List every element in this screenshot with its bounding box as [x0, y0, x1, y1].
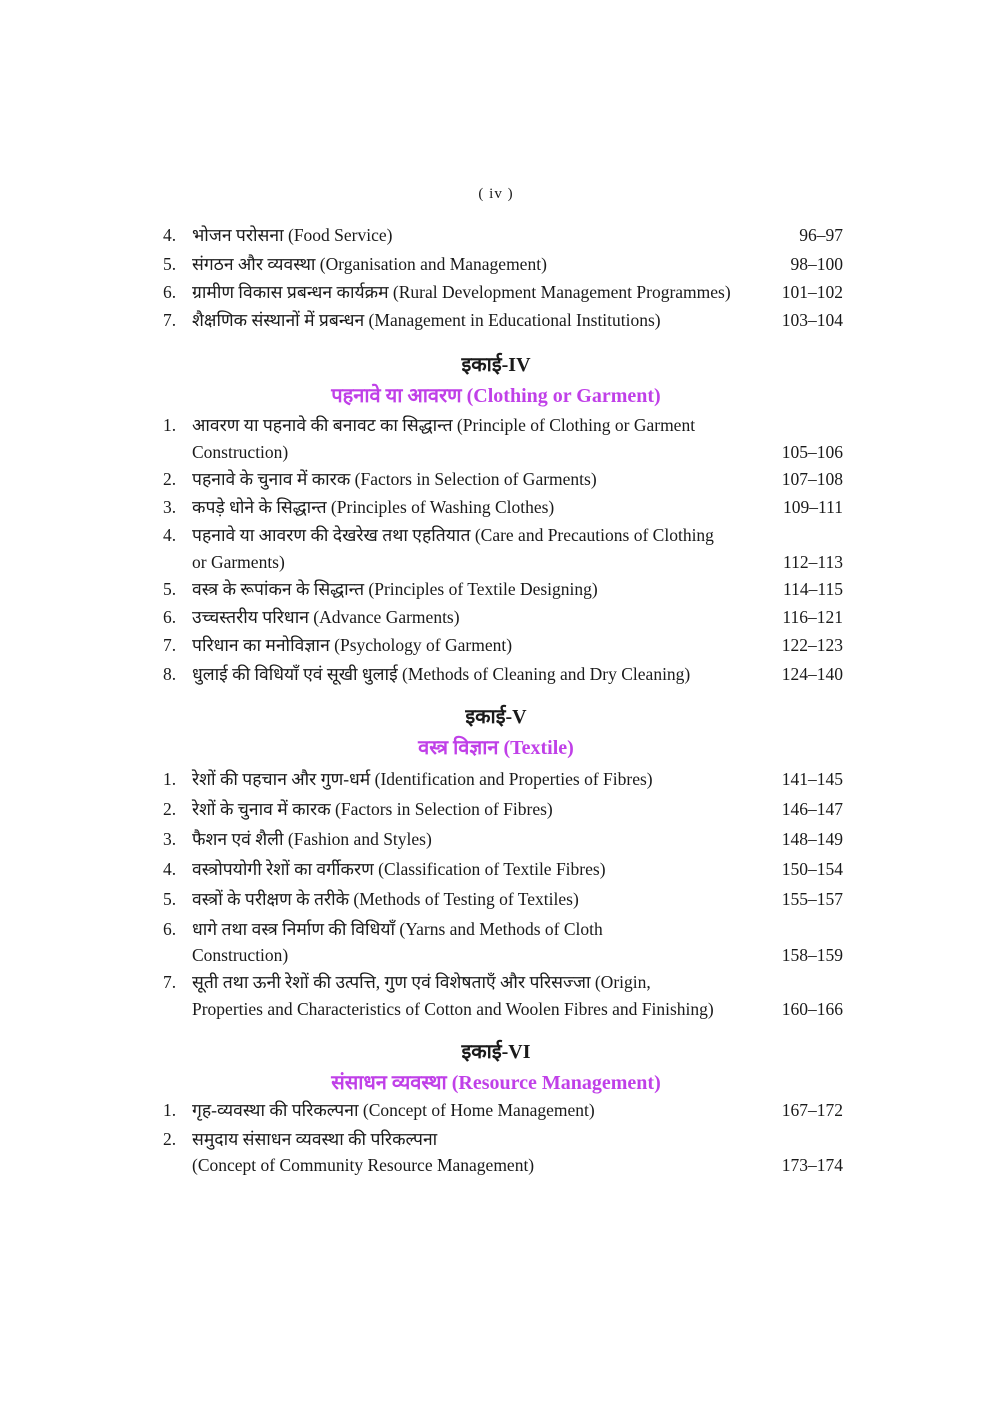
toc-entry-continuation — [163, 548, 843, 576]
entry-number: 1. — [163, 769, 177, 789]
toc-entry-continuation — [163, 941, 843, 969]
entry-title: उच्चस्तरीय परिधान (Advance Garments) — [192, 607, 460, 627]
toc-entry — [163, 521, 843, 549]
entry-title-continued: (Concept of Community Resource Management) — [192, 1155, 535, 1175]
unit-subtitle: पहनावे या आवरण (Clothing or Garment) — [331, 385, 661, 407]
entry-pages: 160–166 — [781, 999, 843, 1019]
entry-pages: 146–147 — [781, 799, 843, 819]
toc-entry — [163, 660, 843, 688]
toc-entry — [163, 250, 843, 278]
page-number: ( iv ) — [478, 186, 514, 202]
entry-pages: 107–108 — [781, 469, 843, 489]
entry-title: फैशन एवं शैली (Fashion and Styles) — [192, 829, 432, 849]
entry-pages: 148–149 — [781, 829, 843, 849]
toc-entry — [163, 885, 843, 913]
entry-number: 5. — [163, 579, 177, 599]
entry-pages: 122–123 — [781, 635, 843, 655]
toc-entry — [163, 825, 843, 853]
toc-entry — [163, 915, 843, 943]
entry-title: धागे तथा वस्त्र निर्माण की विधियाँ (Yarns and Methods of Cloth — [192, 919, 603, 939]
toc-entry-continuation — [163, 1151, 843, 1179]
entry-pages: 101–102 — [781, 282, 843, 302]
entry-number: 6. — [163, 607, 177, 627]
entry-title: शैक्षणिक संस्थानों में प्रबन्धन (Management in Educational Institutions) — [192, 310, 661, 330]
toc-entry — [163, 278, 843, 306]
entry-number: 2. — [163, 1129, 177, 1149]
toc-entry — [163, 1096, 843, 1124]
unit-subtitle: संसाधन व्यवस्था (Resource Management) — [331, 1072, 661, 1094]
entry-number: 4. — [163, 859, 177, 879]
entry-title: पहनावे के चुनाव में कारक (Factors in Selection of Garments) — [192, 469, 597, 489]
entry-title: परिधान का मनोविज्ञान (Psychology of Garment) — [192, 635, 513, 655]
entry-number: 5. — [163, 254, 177, 274]
entry-pages: 167–172 — [781, 1100, 843, 1120]
entry-title: समुदाय संसाधन व्यवस्था की परिकल्पना — [192, 1129, 438, 1149]
entry-title: पहनावे या आवरण की देखरेख तथा एहतियात (Care and Precautions of Clothing — [192, 525, 714, 545]
entry-pages: 112–113 — [783, 552, 843, 572]
entry-number: 7. — [163, 310, 177, 330]
entry-number: 1. — [163, 1100, 177, 1120]
toc-entry — [163, 855, 843, 883]
entry-number: 7. — [163, 972, 177, 992]
entry-title: ग्रामीण विकास प्रबन्धन कार्यक्रम (Rural Development Management Programmes) — [192, 282, 731, 302]
toc-entry — [163, 603, 843, 631]
entry-pages: 103–104 — [781, 310, 843, 330]
entry-title: वस्त्र के रूपांकन के सिद्धान्त (Principles of Textile Designing) — [192, 579, 598, 599]
entry-title: धुलाई की विधियाँ एवं सूखी धुलाई (Methods of Cleaning and Dry Cleaning) — [192, 664, 691, 684]
entry-number: 4. — [163, 525, 177, 545]
toc-entry-continuation — [163, 995, 843, 1023]
entry-title: वस्त्रों के परीक्षण के तरीके (Methods of Testing of Textiles) — [192, 889, 579, 909]
entry-pages: 150–154 — [781, 859, 843, 879]
entry-number: 6. — [163, 282, 177, 302]
toc-entry-continuation — [163, 438, 843, 466]
entry-title-continued: or Garments) — [192, 552, 285, 572]
unit-title: इकाई-VI — [461, 1041, 531, 1063]
toc-entry — [163, 631, 843, 659]
toc-entry — [163, 306, 843, 334]
toc-entry — [163, 493, 843, 521]
entry-pages: 105–106 — [781, 442, 843, 462]
entry-number: 6. — [163, 919, 177, 939]
entry-title: रेशों की पहचान और गुण-धर्म (Identification and Properties of Fibres) — [192, 769, 653, 789]
toc-entry — [163, 1125, 843, 1153]
toc-entry — [163, 765, 843, 793]
entry-number: 2. — [163, 469, 177, 489]
entry-number: 3. — [163, 497, 177, 517]
entry-title-continued: Properties and Characteristics of Cotton and Woolen Fibres and Finishing) — [192, 999, 714, 1019]
toc-entry — [163, 795, 843, 823]
entry-number: 2. — [163, 799, 177, 819]
entry-pages: 124–140 — [781, 664, 843, 684]
entry-number: 8. — [163, 664, 177, 684]
entry-title: गृह-व्यवस्था की परिकल्पना (Concept of Home Management) — [192, 1100, 595, 1120]
entry-pages: 155–157 — [781, 889, 843, 909]
entry-number: 4. — [163, 225, 177, 245]
toc-entry — [163, 411, 843, 439]
entry-pages: 114–115 — [783, 579, 843, 599]
entry-title: सूती तथा ऊनी रेशों की उत्पत्ति, गुण एवं विशेषताएँ और परिसज्जा (Origin, — [192, 972, 651, 992]
entry-pages: 141–145 — [781, 769, 843, 789]
entry-pages: 173–174 — [781, 1155, 843, 1175]
entry-title: कपड़े धोने के सिद्धान्त (Principles of Washing Clothes) — [192, 497, 555, 517]
unit-title: इकाई-V — [465, 706, 527, 728]
unit-subtitle: वस्त्र विज्ञान (Textile) — [418, 737, 574, 759]
toc-entry — [163, 221, 843, 249]
toc-entry — [163, 575, 843, 603]
entry-pages: 116–121 — [782, 607, 843, 627]
entry-pages: 158–159 — [781, 945, 843, 965]
entry-pages: 96–97 — [799, 225, 843, 245]
toc-entry — [163, 968, 843, 996]
entry-pages: 109–111 — [783, 497, 843, 517]
entry-title: संगठन और व्यवस्था (Organisation and Management) — [192, 254, 547, 274]
entry-title-continued: Construction) — [192, 442, 289, 462]
entry-title: भोजन परोसना (Food Service) — [192, 225, 393, 245]
unit-title: इकाई-IV — [461, 354, 531, 376]
entry-number: 7. — [163, 635, 177, 655]
entry-number: 3. — [163, 829, 177, 849]
entry-title: वस्त्रोपयोगी रेशों का वर्गीकरण (Classification of Textile Fibres) — [192, 859, 606, 879]
entry-title: रेशों के चुनाव में कारक (Factors in Selection of Fibres) — [192, 799, 553, 819]
entry-title: आवरण या पहनावे की बनावट का सिद्धान्त (Principle of Clothing or Garment — [192, 415, 696, 435]
entry-title-continued: Construction) — [192, 945, 289, 965]
entry-pages: 98–100 — [790, 254, 843, 274]
entry-number: 5. — [163, 889, 177, 909]
entry-number: 1. — [163, 415, 177, 435]
toc-entry — [163, 465, 843, 493]
